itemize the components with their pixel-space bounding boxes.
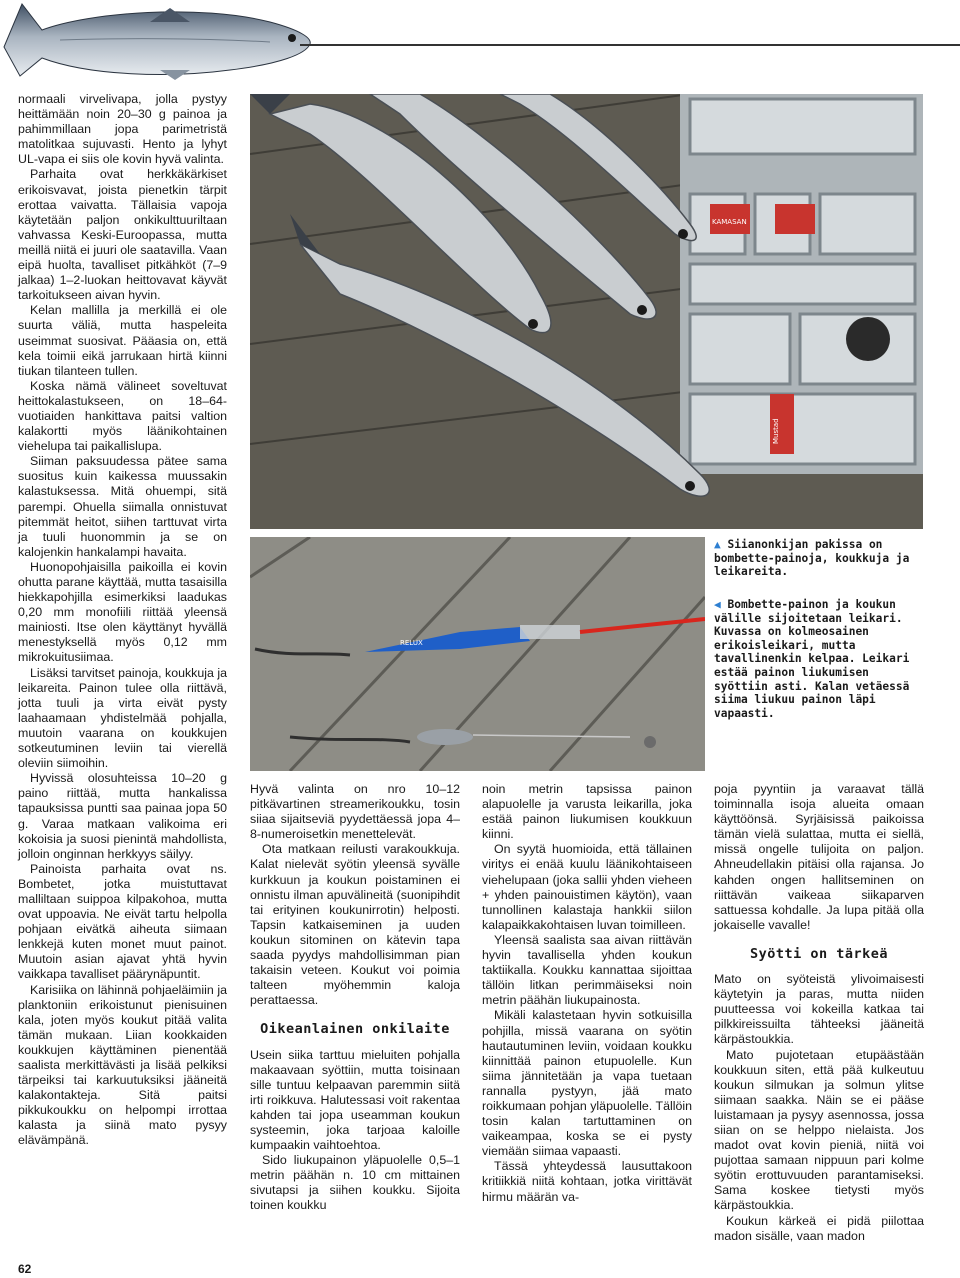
section-heading-onkilaite: Oikeanlainen onkilaite bbox=[260, 1021, 450, 1038]
paragraph: On syytä huomioida, että tällainen viritys ei enää kuulu läänikohtaiseen viehelupaan (joka sallii yhden vieheen + yhden painouistimen käytön), vaan tunnollinen kalastaja hankkii siilon kalapaikkakohtaisen luvan toimilleen. bbox=[482, 842, 692, 932]
paragraph: normaali virvelivapa, jolla pystyy heittämään noin 20–30 g painoa ja pahimmillaan jopa parimetristä matolitkaa sujuvasti. Hento ja lyhyt UL-vapa ei siis ole kovin hyvä valinta. bbox=[18, 92, 227, 167]
left-triangle-icon: ◀ bbox=[714, 598, 721, 611]
paragraph: Sido liukupainon yläpuolelle 0,5–1 metrin päähän n. 10 cm mittainen sivutapsi ja siihen koukku. Sijoita toinen koukku bbox=[250, 1153, 460, 1213]
float-brand-label: RELUX bbox=[400, 639, 423, 647]
caption-photo-1 bbox=[714, 538, 924, 579]
paragraph: Hyvissä olosuhteissa 10–20 g paino riittää, mutta hankalissa tapauksissa puntti saa painaa jopa 50 g. Varaa matkaan valikoima eri kokoisia ja suosi pienintä mahdollista, jolloin onginnan herkkyys säilyy. bbox=[18, 771, 227, 861]
mustad-label: Mustad bbox=[772, 418, 780, 444]
paragraph: Mato on syöteistä ylivoimaisesti käytetyin ja paras, mutta niiden puutteessa voi kokeilla katkaa tai pilkkireissuilta tähteeksi jääneitä kärpästoukkia. bbox=[714, 972, 924, 1047]
kamasan-label: KAMASAN bbox=[712, 218, 747, 226]
column-2 bbox=[250, 782, 460, 1214]
paragraph: Parhaita ovat herkkäkärkiset erikoisvavat, joista pienetkin tärpit erottaa vaivatta. Tällaisia vapoja käytetään paljon onkikulttuuriltaan vahvassa Keski-Euroopassa, mutta meillä niitä ei juuri ole saatavilla. Vaan eipä huolta, tavalliset pitkähköt (7–9 jalkaa) 1–2-luokan heittovavat käyvät tarkoitukseen aivan hyvin. bbox=[18, 167, 227, 303]
paragraph: Koska nämä välineet soveltuvat heittokalastukseen, on 18–64-vuotiaiden hankittava paitsi valtion kalakortti myös läänikohtainen viehelupa tai paikallislupa. bbox=[18, 378, 227, 454]
column-3 bbox=[482, 782, 692, 1205]
paragraph: Yleensä saalista saa aivan riittävän hyvin tavallisella yhden koukun taktiikalla. Koukku kannattaa sijoittaa tällöin litkan perimmäiseksi noin metrin päähän liukupainosta. bbox=[482, 932, 692, 1008]
paragraph: Tässä yhteydessä lausuttakoon kritiikkiä niitä kohtaan, jotka virittävät hirmu määrän va- bbox=[482, 1159, 692, 1204]
paragraph: Usein siika tarttuu mieluiten pohjalla makaavaan syöttiin, mutta toisinaan sille tuntuu kelpaavan paremmin siitä irti roikkuva. Halutessasi voit rakentaa kahden tai jopa useamman koukun systeemin, joka tarjoaa kaloille kumpaakin vaihtoehtoa. bbox=[250, 1047, 460, 1153]
caption-text: Bombette-painon ja koukun välille sijoitetaan leikari. Kuvassa on kolmeosainen erikoisleikari, mutta tavallinenkin kelpaa. Leikari estää painon liukumisen syöttiin asti. Kalan vetäessä siima liukuu painon läpi vapaasti. bbox=[714, 598, 910, 720]
paragraph: Painoista parhaita ovat ns. Bombetet, jotka muistuttavat malliltaan suippoa kilpakohoa, mutta ovat uppoavia. Ne eivät tartu helpolla pohjaan eivätkä aiheuta siimaan lenkkejä kuten monet muut painot. Muutoin asian ajavat yhtä hyvin vaikkapa tavalliset päärynäpuntit. bbox=[18, 861, 227, 982]
paragraph: Siiman paksuudessa pätee sama suositus kuin kaikessa muussakin kalastuksessa. Mitä ohuempi, sitä parempi. Ohuella siimalla onnistuvat pitemmät heitot, siihen tarttuvat virta ja tuuli huonommin ja se on kalojenkin hankalampi havaita. bbox=[18, 454, 227, 559]
photo-whitefish-tackle-box bbox=[250, 94, 923, 529]
column-4 bbox=[714, 782, 924, 1244]
paragraph: Ota matkaan reilusti varakoukkuja. Kalat nielevät syötin yleensä syvälle kurkkuun ja koukun poistaminen ei onnistu ilman apuvälineitä (suonipihdit tai erityinen koukunirrotin) helposti. Tapsin katkaiseminen ja uuden koukun sitominen on kätevin tapa saada pyydys mahdollisimman pian takaisin veteen. Koukut voi poimia talteen myöhemmin kaloja perattaessa. bbox=[250, 842, 460, 1008]
page-number: 62 bbox=[18, 1262, 32, 1276]
caption-photo-2 bbox=[714, 598, 924, 720]
paragraph: Mato pujotetaan etupäästään koukkuun siten, että pää kulkeutuu koukun silmukan ja solmun ylitse siimaan saakka. Näin se ei pääse luistamaan ja pysyy asennossa, jossa siian on se helppo nielaista. Jos madot ovat kovin pieniä, niitä voi pujottaa samaan nippuun pari kolme syötin erottuvuuden parantamiseksi. Sama koskee tietysti myös kärpästoukkia. bbox=[714, 1047, 924, 1213]
paragraph: noin metrin tapsissa painon alapuolelle ja varusta leikarilla, joka estää painon liukumisen koukkuun kiinni. bbox=[482, 782, 692, 842]
paragraph: Huonopohjaisilla paikoilla ei kovin ohutta parane käyttää, mutta tasaisilla hiekkapohjilla esimerkiksi laadukas 0,20 mm monofiili riittää yleensä mainiosti. Itse olen käyttänyt hyvällä menestyksellä myös 0,12 mm mikrokuitusiimaa. bbox=[18, 559, 227, 665]
paragraph: Mikäli kalastetaan hyvin sotkuisilla pohjilla, missä vaarana on syötin hautautuminen leviin, voidaan koukku kiinnittää painon etupuolelle. Kun siima jännitetään ja vapa tuetaan rannalla pystyyn, jää mato roikkumaan pohjan yläpuolelle. Tällöin tosin kalan tartuttaminen on vaikeampaa, koska se ei pysty viemään siimaa vapaasti. bbox=[482, 1008, 692, 1159]
up-triangle-icon: ▲ bbox=[714, 538, 721, 551]
paragraph: Karisiika on lähinnä pohjaeläimiin ja planktoniin erikoistunut pienisuinen kala, joten myös koukut pitää valita tämän mukaan. Liian kookkaiden koukkujen käyttäminen pienentää saalista merkittävästi ja lisää pelkiksi tärpeiksi tai karkuutuksiksi jääneitä kalakontakteja. Sitä paitsi pikkukoukku on helpompi irrottaa kalasta ja siinä mato pysyy elävämpänä. bbox=[18, 982, 227, 1148]
caption-text: Siianonkijan pakissa on bombette-painoja, koukkuja ja leikareita. bbox=[714, 538, 910, 579]
paragraph: Kelan mallilla ja merkillä ei ole suurta väliä, mutta haspeleita useimmat suosivat. Pääasia on, että kela toimii eikä jarrukaan hirtä kiinni tiukan tilanteen tullen. bbox=[18, 303, 227, 378]
paragraph: Lisäksi tarvitset painoja, koukkuja ja leikareita. Painon tulee olla riittävä, jotta tuuli ja virta eivät pysty laahaamaan yhdistelmää pohjalla, muutoin vaarana on koukkujen sotkeutuminen leviin tai vierellä oleviin siimoihin. bbox=[18, 665, 227, 771]
header-rule bbox=[300, 44, 960, 46]
header-fish-illustration bbox=[0, 0, 320, 80]
paragraph: Koukun kärkeä ei pidä piilottaa madon sisälle, vaan madon bbox=[714, 1213, 924, 1243]
paragraph: Hyvä valinta on nro 10–12 pitkävartinen streamerikoukku, tosin siiaa sijaitseviä pyydettäessä jopa 4–8-numeroisetkin menettelevät. bbox=[250, 782, 460, 842]
paragraph: poja pyyntiin ja varaavat tällä toiminnalla isoja alueita omaan käyttöönsä. Syrjäisissä paikoissa tämän vielä sulattaa, mutta ei siellä, missä ongelle tulijoita on paljon. Ahneudellakin pitäisi olla rajansa. Jo kahden ongen hallitseminen on riittävän vaikeaa siikaparven sattuessa kohdalle. Ja lupa pitää olla jokaiselle vavalle! bbox=[714, 782, 924, 932]
column-1 bbox=[18, 92, 227, 1149]
section-heading-syotti: Syötti on tärkeä bbox=[749, 945, 889, 962]
photo-bombette-rig bbox=[250, 537, 705, 771]
